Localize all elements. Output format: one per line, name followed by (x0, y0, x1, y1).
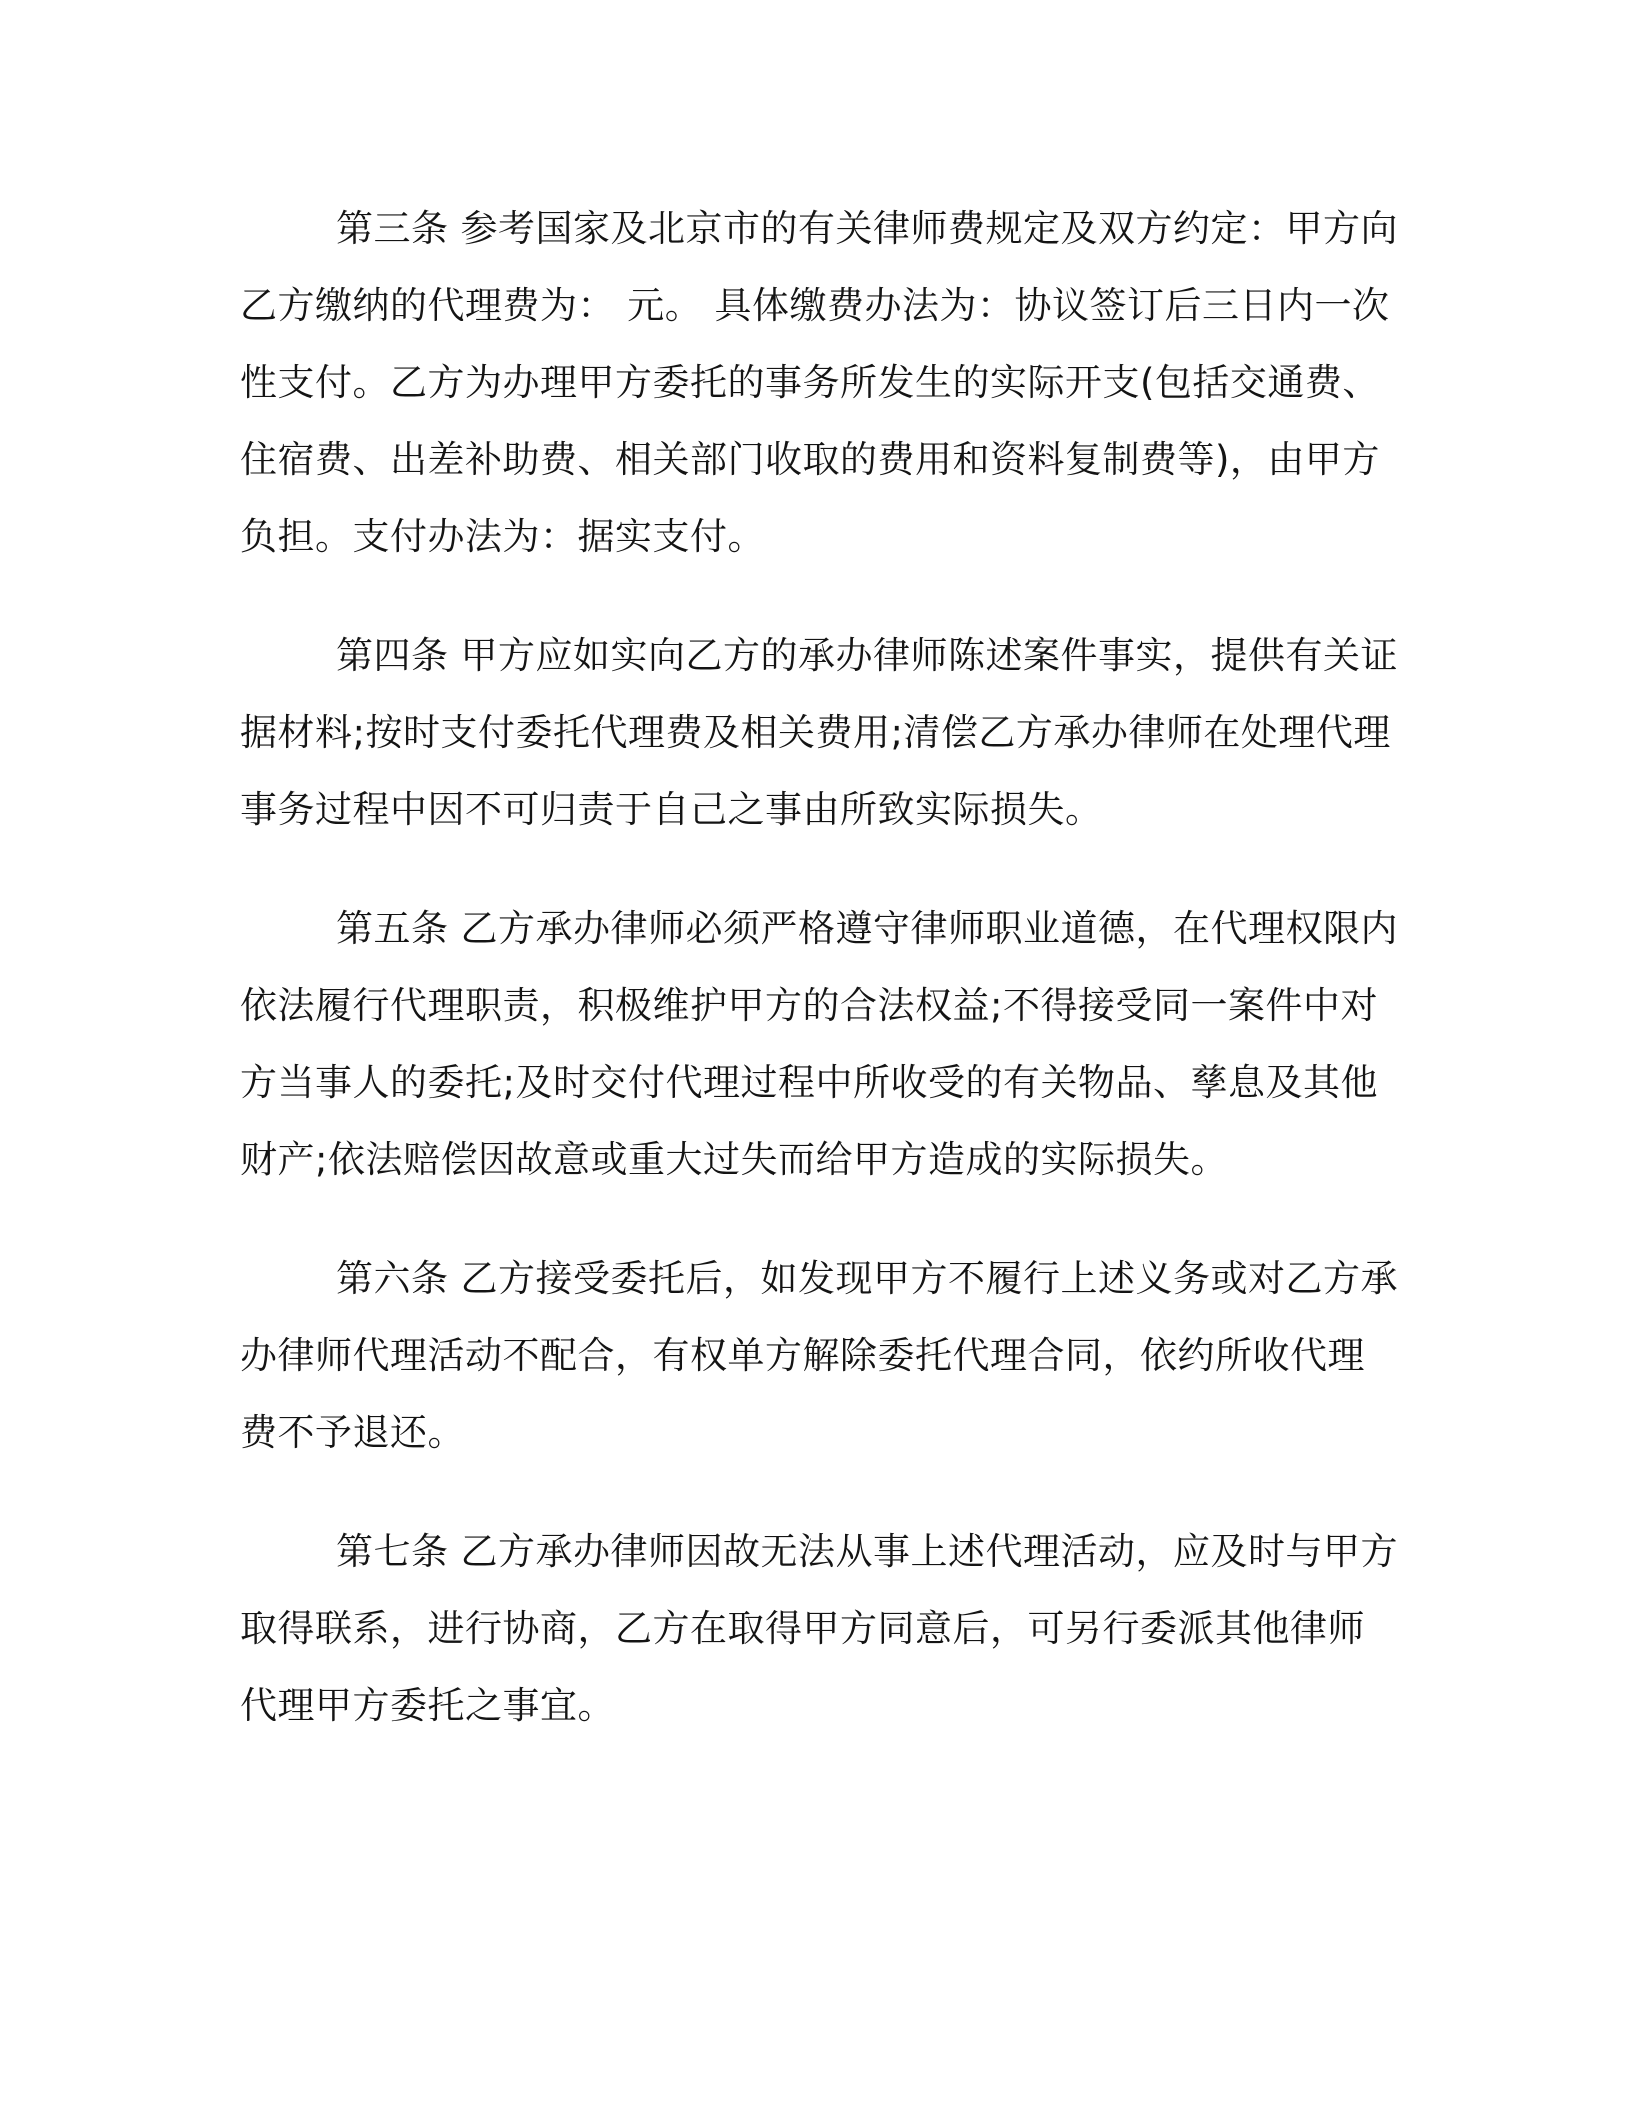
clause-5-text: 乙方承办律师必须严格遵守律师职业道德，在代理权限内依法履行代理职责，积极维护甲方的合法权益;不得接受同一案件中对方当事人的委托;及时交付代理过程中所收受的有关物品、孳息及其他财产;依法赔偿因故意或重大过失而给甲方造成的实际损失。 (240, 907, 1398, 1181)
clause-4-text: 甲方应如实向乙方的承办律师陈述案件事实，提供有关证据材料;按时支付委托代理费及相关费用;清偿乙方承办律师在处理代理事务过程中因不可归责于自己之事由所致实际损失。 (240, 634, 1398, 831)
clause-7-label: 第七条 (336, 1530, 449, 1573)
clause-7 (240, 1513, 1400, 1744)
clause-4-label: 第四条 (336, 634, 449, 677)
clause-3-label: 第三条 (336, 207, 449, 250)
document-body (240, 190, 1400, 1786)
clause-7-text: 乙方承办律师因故无法从事上述代理活动，应及时与甲方取得联系，进行协商，乙方在取得甲方同意后，可另行委派其他律师代理甲方委托之事宜。 (240, 1530, 1398, 1727)
clause-3-text: 参考国家及北京市的有关律师费规定及双方约定：甲方向乙方缴纳的代理费为： 元。 具体缴费办法为：协议签订后三日内一次性支付。乙方为办理甲方委托的事务所发生的实际开支(包括交通费、住宿费、出差补助费、相关部门收取的费用和资料复制费等)，由甲方负担。支付办法为：据实支付。 (240, 207, 1398, 558)
clause-5-label: 第五条 (336, 907, 449, 950)
clause-4 (240, 617, 1400, 848)
clause-5 (240, 890, 1400, 1198)
clause-6-text: 乙方接受委托后，如发现甲方不履行上述义务或对乙方承办律师代理活动不配合，有权单方解除委托代理合同，依约所收代理费不予退还。 (240, 1257, 1398, 1454)
clause-6 (240, 1240, 1400, 1471)
clause-6-label: 第六条 (336, 1257, 449, 1300)
clause-3 (240, 190, 1400, 575)
